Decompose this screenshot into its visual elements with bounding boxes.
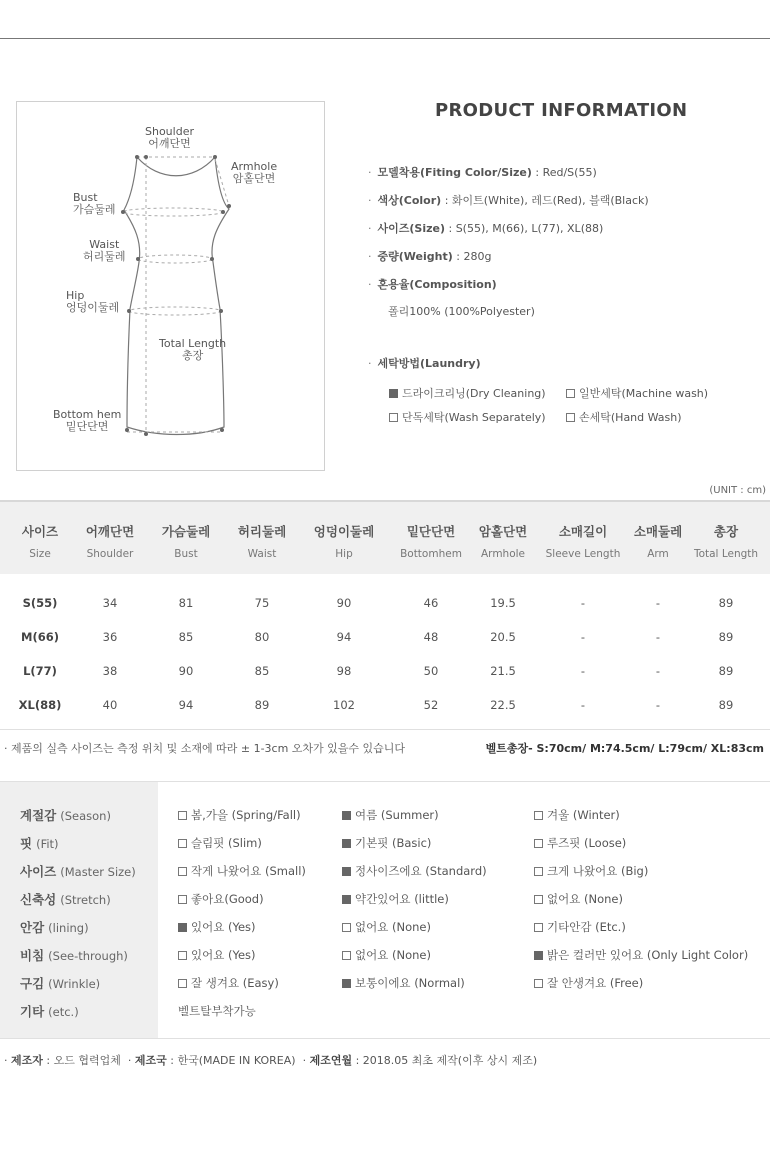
- total-length-label: Total Length 총장: [159, 337, 227, 362]
- info-row-laundry: · 세탁방법(Laundry): [368, 357, 481, 370]
- checked-box-icon: [534, 951, 543, 960]
- info-row-size: · 사이즈(Size) : S(55), M(66), L(77), XL(88): [368, 222, 604, 235]
- attribute-label: 기타 (etc.): [20, 1004, 79, 1019]
- table-cell: 46: [423, 596, 439, 610]
- table-cell: 38: [102, 664, 118, 678]
- attribute-option: 좋아요(Good): [178, 891, 264, 907]
- laundry-dry-cleaning: 드라이크리닝(Dry Cleaning): [389, 385, 546, 401]
- divider: [0, 1038, 770, 1039]
- unchecked-box-icon: [342, 951, 351, 960]
- attribute-label: 안감 (lining): [20, 920, 89, 935]
- table-cell: 50: [423, 664, 439, 678]
- table-cell: 21.5: [490, 664, 516, 678]
- attribute-option: 크게 나왔어요 (Big): [534, 863, 648, 879]
- size-cell: M(66): [21, 630, 59, 644]
- unchecked-box-icon: [178, 867, 187, 876]
- belt-length-note: 벨트총장- S:70cm/ M:74.5cm/ L:79cm/ XL:83cm: [485, 742, 764, 755]
- table-cell: 81: [178, 596, 194, 610]
- attribute-option: 정사이즈에요 (Standard): [342, 863, 487, 879]
- attribute-option: 약간있어요 (little): [342, 891, 449, 907]
- table-cell: 94: [336, 630, 352, 644]
- attribute-option: 잘 생겨요 (Easy): [178, 975, 279, 991]
- size-header-size: 사이즈 Size: [21, 524, 59, 560]
- unchecked-box-icon: [389, 413, 398, 422]
- divider: [0, 729, 770, 730]
- hip-label: Hip 엉덩이둘레: [66, 289, 120, 314]
- measurement-note: · 제품의 실측 사이즈는 측정 위치 및 소재에 따라 ± 1-3cm 오차가 있을수 있습니다: [4, 742, 406, 755]
- unchecked-box-icon: [178, 839, 187, 848]
- checked-box-icon: [342, 811, 351, 820]
- info-row-model: · 모델착용(Fiting Color/Size) : Red/S(55): [368, 166, 597, 179]
- table-cell: 89: [718, 630, 734, 644]
- unchecked-box-icon: [178, 951, 187, 960]
- attribute-option: 작게 나왔어요 (Small): [178, 863, 306, 879]
- attribute-label: 핏 (Fit): [20, 836, 59, 851]
- armhole-label: Armhole 암홀단면: [231, 160, 278, 185]
- table-cell: 90: [178, 664, 194, 678]
- table-cell: 89: [718, 596, 734, 610]
- unchecked-box-icon: [534, 867, 543, 876]
- table-cell: 75: [254, 596, 270, 610]
- table-cell: 34: [102, 596, 118, 610]
- unchecked-box-icon: [534, 895, 543, 904]
- attribute-option: 없어요 (None): [342, 947, 431, 963]
- unchecked-box-icon: [534, 979, 543, 988]
- unchecked-box-icon: [534, 839, 543, 848]
- measurement-diagram: [16, 101, 325, 471]
- table-cell: 52: [423, 698, 439, 712]
- info-row-composition: · 혼용율(Composition): [368, 278, 497, 291]
- attribute-option: 밝은 컬러만 있어요 (Only Light Color): [534, 947, 748, 963]
- table-cell: -: [655, 596, 661, 610]
- size-table: [0, 500, 770, 712]
- table-cell: 98: [336, 664, 352, 678]
- size-header-waist: 허리둘레 Waist: [237, 524, 287, 560]
- table-cell: 94: [178, 698, 194, 712]
- table-row: [0, 620, 770, 654]
- attribute-option: 없어요 (None): [342, 919, 431, 935]
- info-row-color: · 색상(Color) : 화이트(White), 레드(Red), 블랙(Black): [368, 194, 649, 207]
- unchecked-box-icon: [342, 923, 351, 932]
- table-cell: -: [580, 630, 586, 644]
- attribute-option: 기타안감 (Etc.): [534, 919, 626, 935]
- table-cell: 90: [336, 596, 352, 610]
- checked-box-icon: [342, 867, 351, 876]
- size-cell: L(77): [23, 664, 57, 678]
- size-header-total-length: 총장 Total Length: [693, 524, 759, 560]
- checked-box-icon: [342, 979, 351, 988]
- table-cell: -: [580, 596, 586, 610]
- table-cell: 48: [423, 630, 439, 644]
- table-cell: 80: [254, 630, 270, 644]
- checked-box-icon: [389, 389, 398, 398]
- size-header-bottomhem: 밑단단면 Bottomhem: [400, 524, 462, 560]
- laundry-wash-separately: 단독세탁(Wash Separately): [389, 409, 546, 425]
- size-header-armhole: 암홀단면 Armhole: [478, 524, 528, 560]
- attribute-option: 기본핏 (Basic): [342, 835, 431, 851]
- unit-label: (UNIT : cm): [709, 485, 766, 496]
- table-cell: 89: [718, 664, 734, 678]
- bottom-hem-label: Bottom hem 밑단단면: [53, 408, 122, 433]
- table-cell: 36: [102, 630, 118, 644]
- manufacturer-info: · 제조자 : 오드 협력업체 · 제조국 : 한국(MADE IN KOREA) · 제조연월 : 2018.05 최초 제작(이후 상시 제조): [4, 1054, 538, 1067]
- composition-value: 폴리100% (100%Polyester): [388, 305, 535, 318]
- table-cell: -: [655, 698, 661, 712]
- unchecked-box-icon: [534, 811, 543, 820]
- attribute-label: 사이즈 (Master Size): [20, 864, 136, 879]
- table-row: [0, 688, 770, 722]
- attribute-label: 신축성 (Stretch): [20, 892, 111, 907]
- attribute-etc-text: 벨트탈부착가능: [178, 1004, 256, 1018]
- attribute-option: 있어요 (Yes): [178, 947, 256, 963]
- table-cell: -: [580, 698, 586, 712]
- checked-box-icon: [342, 839, 351, 848]
- attribute-label: 비침 (See-through): [20, 948, 128, 963]
- attribute-option: 보통이에요 (Normal): [342, 975, 465, 991]
- waist-label: Waist 허리둘레: [83, 238, 126, 263]
- attribute-option: 잘 안생겨요 (Free): [534, 975, 643, 991]
- table-cell: -: [655, 664, 661, 678]
- table-cell: 102: [333, 698, 355, 712]
- unchecked-box-icon: [566, 413, 575, 422]
- laundry-hand-wash: 손세탁(Hand Wash): [566, 409, 682, 425]
- size-header-shoulder: 어깨단면 Shoulder: [85, 524, 135, 560]
- unchecked-box-icon: [178, 811, 187, 820]
- checked-box-icon: [178, 923, 187, 932]
- laundry-machine-wash: 일반세탁(Machine wash): [566, 385, 708, 401]
- unchecked-box-icon: [178, 979, 187, 988]
- product-information-title: PRODUCT INFORMATION: [435, 100, 688, 121]
- table-row: [0, 586, 770, 620]
- size-cell: XL(88): [18, 698, 62, 712]
- size-table-header: [0, 500, 770, 574]
- unchecked-box-icon: [178, 895, 187, 904]
- bust-label: Bust 가슴둘레: [73, 191, 116, 216]
- top-divider: [0, 38, 770, 39]
- size-header-arm: 소매둘레 Arm: [633, 524, 683, 560]
- unchecked-box-icon: [534, 923, 543, 932]
- attribute-option: 루즈핏 (Loose): [534, 835, 626, 851]
- size-header-hip: 엉덩이둘레 Hip: [313, 524, 375, 560]
- attribute-option: 없어요 (None): [534, 891, 623, 907]
- table-cell: 40: [102, 698, 118, 712]
- info-row-weight: · 중량(Weight) : 280g: [368, 250, 492, 263]
- attribute-option: 겨울 (Winter): [534, 807, 620, 823]
- table-cell: -: [655, 630, 661, 644]
- table-cell: 85: [254, 664, 270, 678]
- shoulder-label: Shoulder 어깨단면: [145, 125, 194, 150]
- size-cell: S(55): [22, 596, 58, 610]
- unchecked-box-icon: [566, 389, 575, 398]
- checked-box-icon: [342, 895, 351, 904]
- table-cell: 19.5: [490, 596, 516, 610]
- table-row: [0, 654, 770, 688]
- attribute-option: 봄,가을 (Spring/Fall): [178, 807, 301, 823]
- attribute-option: 슬림핏 (Slim): [178, 835, 262, 851]
- attribute-label: 계절감 (Season): [20, 808, 111, 823]
- table-cell: -: [580, 664, 586, 678]
- attribute-option: 여름 (Summer): [342, 807, 439, 823]
- attribute-label: 구김 (Wrinkle): [20, 976, 101, 991]
- table-cell: 22.5: [490, 698, 516, 712]
- table-cell: 20.5: [490, 630, 516, 644]
- table-cell: 89: [718, 698, 734, 712]
- size-header-bust: 가슴둘레 Bust: [161, 524, 211, 560]
- size-header-sleeve-length: 소매길이 Sleeve Length: [545, 524, 621, 560]
- table-cell: 85: [178, 630, 194, 644]
- table-cell: 89: [254, 698, 270, 712]
- attribute-option: 있어요 (Yes): [178, 919, 256, 935]
